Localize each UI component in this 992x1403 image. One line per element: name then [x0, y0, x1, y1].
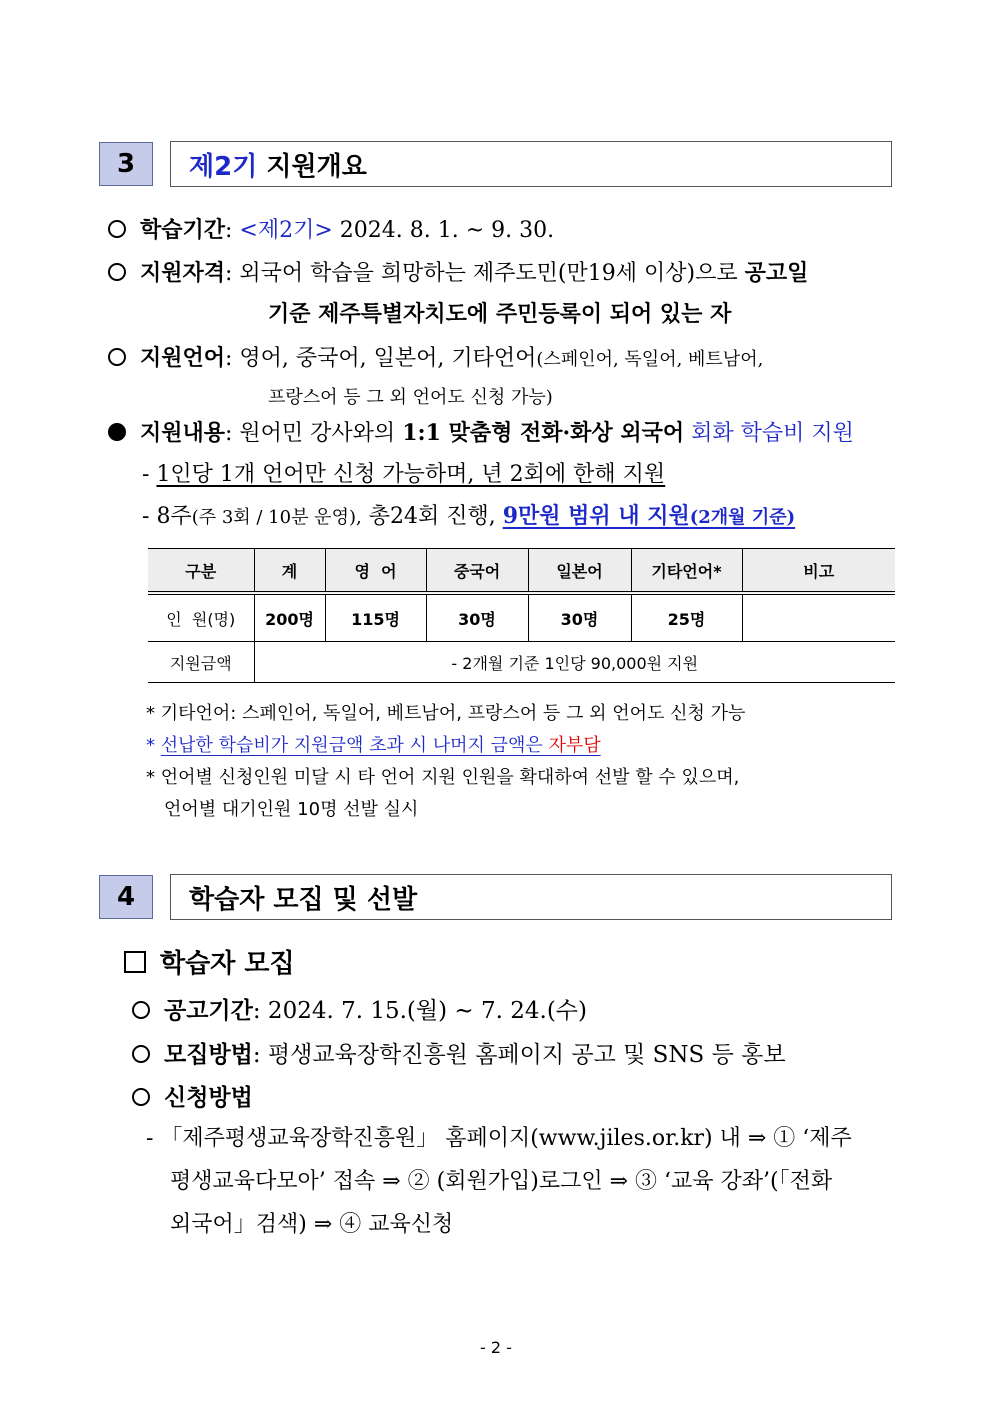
circle-bullet-icon	[132, 1001, 150, 1019]
content-label: 지원내용	[140, 420, 226, 446]
apply-line	[132, 1083, 253, 1113]
dash2-c-blue	[503, 503, 795, 529]
note-2-blue	[161, 735, 601, 756]
note-2-star: *	[146, 735, 161, 756]
table-header-cell: 구분	[148, 549, 254, 594]
method-line	[132, 1040, 786, 1070]
table-cell	[742, 593, 895, 642]
apply-label: 신청방법	[164, 1084, 253, 1111]
qualification-text: 외국어 학습을 희망하는 제주도민(만19세 이상)으로	[239, 261, 745, 286]
period-tag: <제2기>	[239, 218, 333, 243]
apply-step-1: - 「제주평생교육장학진흥원」 홈페이지(www.jiles.or.kr) 내 ⇒ ① ‘제주	[146, 1126, 852, 1151]
languages-line-2: 프랑스어 등 그 외 언어도 신청 가능)	[268, 387, 553, 408]
table-cell: 지원금액	[148, 642, 254, 683]
languages-label: 지원언어	[140, 345, 226, 371]
note-2-blue-text: 선납한 학습비가 지원금액 초과 시 나머지 금액은	[160, 735, 549, 756]
table-cell-merged: - 2개월 기준 1인당 90,000원 지원	[254, 642, 895, 683]
table-header-cell: 비고	[742, 549, 895, 594]
note-1: * 기타언어: 스페인어, 독일어, 베트남어, 프랑스어 등 그 외 언어도 신청 가능	[146, 703, 746, 724]
circle-bullet-icon	[108, 220, 126, 238]
content-text: 원어민 강사와의	[239, 421, 403, 446]
section-number-3: 3	[99, 142, 153, 186]
note-3: * 언어별 신청인원 미달 시 타 언어 지원 인원을 확대하여 선발 할 수 있으며,	[146, 767, 740, 788]
note-2-red: 자부담	[548, 735, 601, 756]
notice-line	[132, 996, 587, 1026]
table-cell: 200명	[254, 593, 325, 642]
apply-step-3: 외국어」검색) ⇒ ④ 교육신청	[170, 1212, 454, 1237]
note-3-cont: 언어별 대기인원 10명 선발 실시	[164, 799, 419, 820]
dash2-b: 총24회 진행,	[361, 504, 503, 529]
table-header-cell: 계	[254, 549, 325, 594]
circle-bullet-icon	[108, 263, 126, 281]
table-row	[148, 642, 895, 683]
table-row	[148, 593, 895, 642]
content-colon: :	[225, 421, 240, 446]
square-bullet-icon	[124, 951, 146, 973]
dash-mark: -	[142, 462, 157, 487]
qualification-label: 지원자격	[140, 260, 226, 286]
dash-line-1-text: 1인당 1개 언어만 신청 가능하며, 년 2회에 한해 지원	[156, 462, 666, 487]
section-title-rest: 지원개요	[257, 151, 367, 182]
circle-bullet-icon	[108, 348, 126, 366]
dash-mark: -	[142, 504, 157, 529]
table-header-cell: 일본어	[528, 549, 631, 594]
dash2-c-small: (2개월 기준)	[689, 507, 796, 528]
subsection-title	[124, 947, 295, 981]
circle-bullet-icon	[132, 1088, 150, 1106]
dash2-a-small: (주 3회 / 10분 운영),	[191, 507, 362, 528]
method-label: 모집방법	[164, 1041, 253, 1068]
table-cell: 25명	[631, 593, 742, 642]
period-value: 2024. 8. 1. ~ 9. 30.	[332, 218, 555, 243]
section-number-4: 4	[99, 875, 153, 919]
method-value: : 평생교육장학진흥원 홈페이지 공고 및 SNS 등 홍보	[252, 1042, 786, 1068]
period-label: 학습기간	[140, 217, 226, 243]
table-header-cell: 영 어	[325, 549, 426, 594]
table-cell: 30명	[528, 593, 631, 642]
filled-circle-bullet-icon	[108, 423, 126, 441]
qualification-bold: 공고일	[744, 260, 809, 286]
languages-small: (스페인어, 독일어, 베트남어,	[536, 349, 764, 370]
support-table	[148, 548, 895, 683]
qualification-colon: :	[225, 261, 240, 286]
table-header-row	[148, 549, 895, 594]
notice-value: : 2024. 7. 15.(월) ~ 7. 24.(수)	[252, 998, 587, 1024]
section-title-3	[170, 141, 892, 187]
table-header-cell: 기타언어*	[631, 549, 742, 594]
subsection-title-text: 학습자 모집	[160, 949, 295, 979]
circle-bullet-icon	[132, 1045, 150, 1063]
qualification-line	[108, 258, 808, 289]
page-number: - 2 -	[480, 1338, 512, 1357]
apply-step-2: 평생교육다모아’ 접속 ⇒ ② (회원가입)로그인 ⇒ ③ ‘교육 강좌’(「전화	[170, 1169, 833, 1194]
period-line	[108, 215, 554, 246]
table-cell: 인 원(명)	[148, 593, 254, 642]
note-2	[146, 730, 601, 762]
notice-label: 공고기간	[164, 997, 253, 1024]
section-title-4: 학습자 모집 및 선발	[170, 874, 892, 920]
table-header-cell: 중국어	[426, 549, 528, 594]
dash-line-2	[142, 501, 795, 533]
content-blue: 회화 학습비 지원	[684, 421, 854, 446]
languages-line	[108, 343, 763, 375]
dash2-c-text: 9만원 범위 내 지원	[502, 503, 690, 529]
table-cell: 30명	[426, 593, 528, 642]
languages-text: 영어, 중국어, 일본어, 기타언어	[239, 346, 537, 371]
languages-colon: :	[225, 346, 240, 371]
content-line	[108, 418, 854, 449]
section-title-accent: 제2기	[189, 151, 258, 182]
table-cell: 115명	[325, 593, 426, 642]
dash-line-1	[142, 460, 665, 490]
content-bold: 1:1 맞춤형 전화·화상 외국어	[402, 420, 685, 446]
period-colon: :	[225, 218, 240, 243]
qualification-line-2: 기준 제주특별자치도에 주민등록이 되어 있는 자	[268, 301, 732, 327]
dash2-a: 8주	[156, 504, 192, 529]
